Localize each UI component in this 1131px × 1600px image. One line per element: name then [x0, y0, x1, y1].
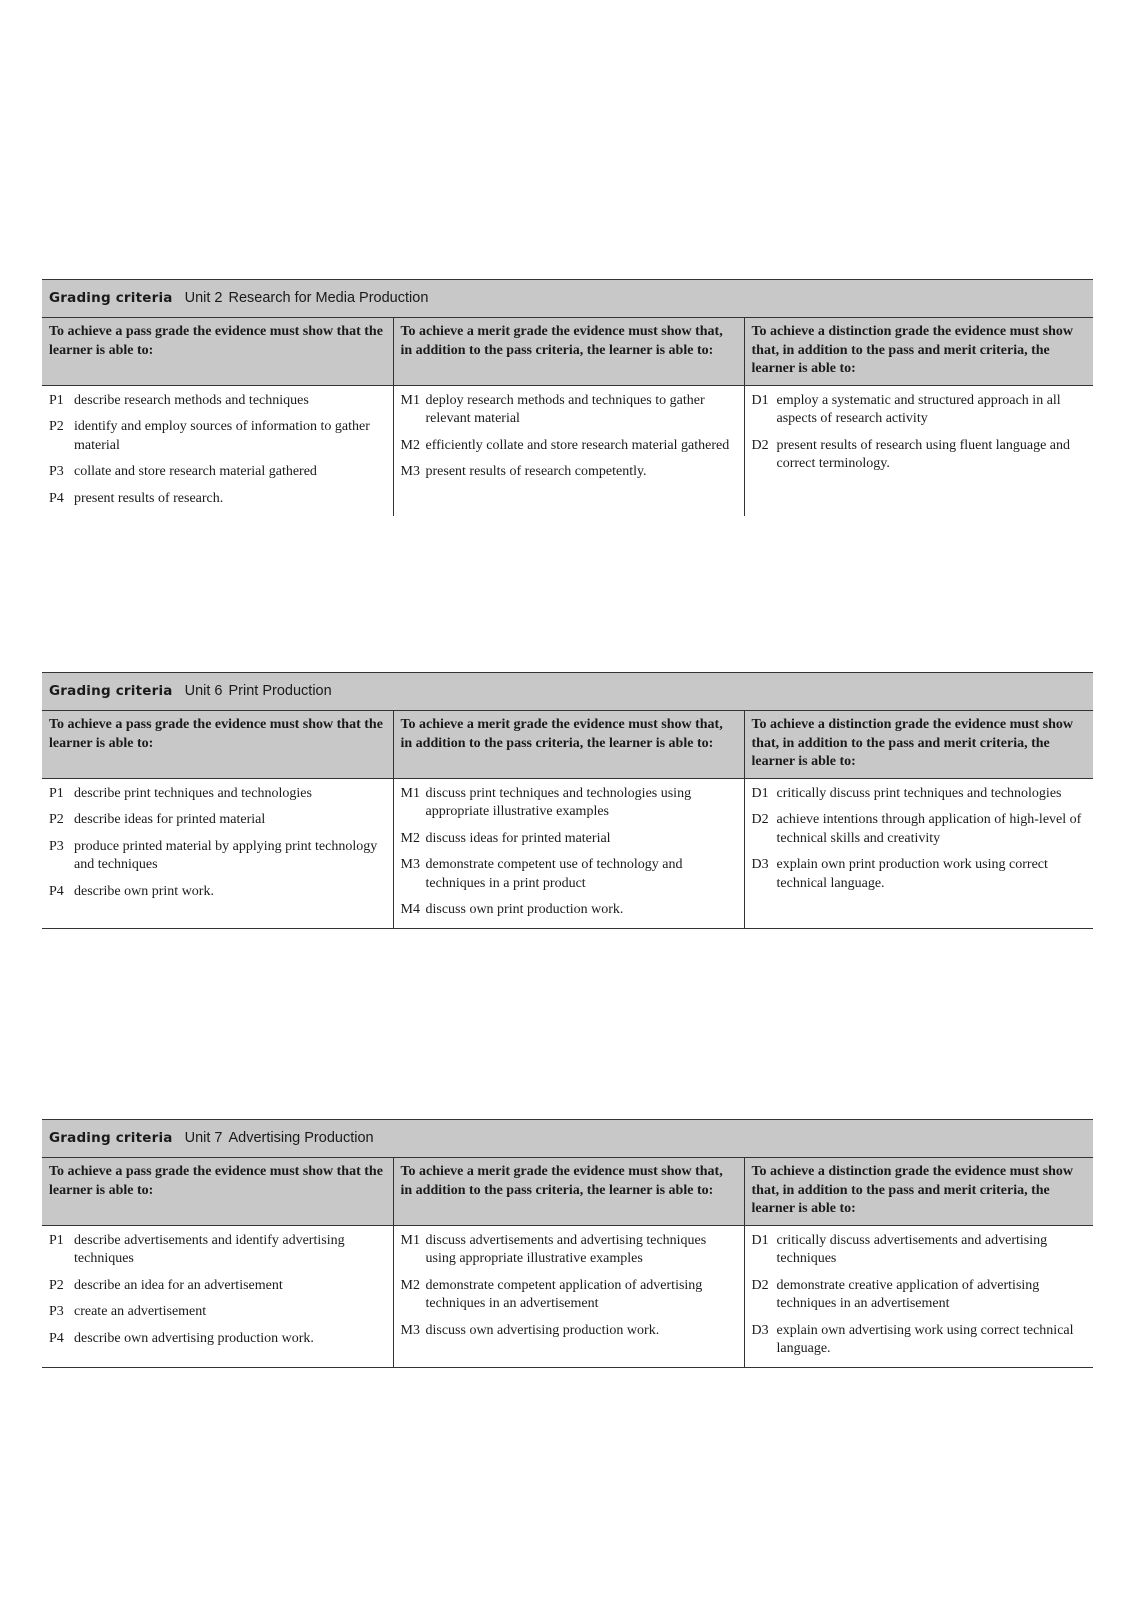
criterion-text: discuss ideas for printed material — [425, 830, 611, 846]
title-label: Grading criteria — [49, 683, 173, 699]
title-label: Grading criteria — [49, 290, 173, 306]
merit-header: To achieve a merit grade the evidence must show that, in addition to the pass criteria, the learner is able to: — [393, 318, 744, 386]
criterion-text: collate and store research material gathered — [74, 464, 317, 479]
criterion — [49, 490, 386, 509]
merit-header: To achieve a merit grade the evidence must show that, in addition to the pass criteria, the learner is able to: — [393, 711, 744, 779]
criterion-text: identify and employ sources of information to gather material — [74, 419, 370, 453]
criterion — [49, 463, 386, 482]
criterion-code: P2 — [49, 812, 64, 827]
criterion-code: M1 — [400, 1232, 420, 1248]
criterion — [752, 1277, 1087, 1314]
criterion — [49, 838, 386, 875]
criterion — [401, 856, 737, 893]
unit-number: Unit 2 — [184, 290, 223, 306]
criterion-text: discuss own print production work. — [425, 902, 624, 917]
pass-header: To achieve a pass grade the evidence must show that the learner is able to: — [42, 1158, 393, 1226]
criterion-text: describe an idea for an advertisement — [74, 1277, 283, 1293]
criterion-text: discuss print techniques and technologies using appropriate illustrative examples — [425, 785, 692, 819]
pass-criteria — [42, 778, 393, 928]
criterion-text: describe own print work. — [74, 883, 214, 899]
criterion-code: D2 — [751, 437, 769, 453]
criterion-text: describe print techniques and technologies — [74, 785, 312, 801]
merit-criteria — [393, 1225, 744, 1367]
criterion-code: P1 — [49, 785, 64, 801]
criterion-text: create an advertisement — [74, 1304, 207, 1319]
criterion-code: P2 — [49, 419, 64, 434]
table-title — [42, 1120, 1093, 1158]
criterion-text: describe research methods and techniques — [74, 392, 309, 408]
criterion-code: P4 — [49, 1330, 64, 1346]
criterion-text: critically discuss print techniques and technologies — [776, 785, 1062, 801]
criterion — [401, 1322, 737, 1341]
criterion — [49, 785, 386, 804]
unit-number: Unit 6 — [184, 683, 223, 699]
criterion-code: P1 — [49, 392, 64, 408]
criterion-code: P3 — [49, 464, 64, 479]
criterion — [49, 1232, 386, 1269]
criterion-text: present results of research. — [74, 490, 224, 506]
criterion — [401, 463, 737, 482]
distinction-header: To achieve a distinction grade the evidence must show that, in addition to the pass and merit criteria, the learner is able to: — [744, 1158, 1093, 1226]
criterion-code: D3 — [751, 857, 769, 872]
criterion-code: M4 — [400, 902, 420, 917]
criterion — [49, 392, 386, 411]
criterion-code: P4 — [49, 490, 64, 506]
criterion — [49, 1303, 386, 1322]
criterion-code: M3 — [400, 464, 420, 479]
criterion — [401, 830, 737, 849]
criterion — [752, 785, 1087, 804]
criterion-code: D3 — [751, 1322, 769, 1338]
criterion-code: P2 — [49, 1277, 64, 1293]
criterion-code: M2 — [400, 830, 420, 846]
criterion-code: M1 — [400, 392, 420, 408]
criterion-text: describe own advertising production work. — [74, 1330, 314, 1346]
unit-name: Advertising Production — [228, 1130, 374, 1146]
criterion-code: D1 — [751, 785, 769, 801]
pass-header: To achieve a pass grade the evidence must show that the learner is able to: — [42, 318, 393, 386]
criterion — [752, 1322, 1087, 1359]
criterion-code: P3 — [49, 838, 64, 854]
criterion-code: M1 — [400, 785, 420, 801]
criterion — [49, 1277, 386, 1296]
distinction-criteria — [744, 385, 1093, 516]
criterion-code: D1 — [751, 392, 769, 408]
criterion-text: discuss own advertising production work. — [425, 1322, 660, 1338]
pass-criteria — [42, 1225, 393, 1367]
criterion-code: P1 — [49, 1232, 64, 1248]
pass-header: To achieve a pass grade the evidence must show that the learner is able to: — [42, 711, 393, 779]
criterion — [401, 437, 737, 456]
merit-criteria — [393, 778, 744, 928]
distinction-header: To achieve a distinction grade the evidence must show that, in addition to the pass and merit criteria, the learner is able to: — [744, 711, 1093, 779]
criterion-text: explain own print production work using correct technical language. — [776, 857, 1048, 891]
criterion-text: present results of research competently. — [425, 464, 647, 479]
table-title — [42, 673, 1093, 711]
criterion-code: M2 — [400, 1277, 420, 1293]
criterion-text: discuss advertisements and advertising techniques using appropriate illustrative examples — [425, 1232, 707, 1266]
criterion-code: P3 — [49, 1304, 64, 1319]
criterion — [401, 901, 737, 920]
criterion-code: M3 — [400, 1322, 420, 1338]
criterion-text: describe advertisements and identify advertising techniques — [74, 1232, 345, 1266]
criterion — [49, 883, 386, 902]
criterion — [752, 811, 1087, 848]
criterion-text: critically discuss advertisements and advertising techniques — [776, 1232, 1048, 1266]
criterion-code: M2 — [400, 437, 420, 453]
criterion — [49, 811, 386, 830]
criterion — [49, 1330, 386, 1349]
criterion — [401, 392, 737, 429]
criterion-text: describe ideas for printed material — [74, 812, 266, 827]
unit-name: Print Production — [228, 683, 332, 699]
unit-number: Unit 7 — [184, 1130, 223, 1146]
criterion-code: D2 — [751, 812, 769, 827]
criterion — [49, 418, 386, 455]
criterion — [401, 1232, 737, 1269]
criterion — [752, 856, 1087, 893]
criterion-text: deploy research methods and techniques to gather relevant material — [425, 392, 705, 426]
criterion-text: employ a systematic and structured approach in all aspects of research activity — [776, 392, 1061, 426]
criterion-code: D2 — [751, 1277, 769, 1293]
criterion-text: present results of research using fluent language and correct terminology. — [776, 437, 1071, 471]
criterion-text: achieve intentions through application of high-level of technical skills and creativity — [776, 812, 1082, 846]
criterion — [401, 1277, 737, 1314]
grading-table-unit-2 — [42, 279, 1093, 516]
title-label: Grading criteria — [49, 1130, 173, 1146]
criterion — [752, 1232, 1087, 1269]
criterion — [401, 785, 737, 822]
criterion — [752, 392, 1087, 429]
criterion-text: produce printed material by applying print technology and techniques — [74, 838, 378, 872]
criterion-text: efficiently collate and store research material gathered — [425, 437, 730, 453]
criterion-text: demonstrate creative application of advertising techniques in an advertisement — [776, 1277, 1040, 1311]
distinction-criteria — [744, 778, 1093, 928]
grading-table-unit-7 — [42, 1119, 1093, 1368]
merit-header: To achieve a merit grade the evidence must show that, in addition to the pass criteria, the learner is able to: — [393, 1158, 744, 1226]
criterion-code: M3 — [400, 857, 420, 872]
distinction-header: To achieve a distinction grade the evidence must show that, in addition to the pass and merit criteria, the learner is able to: — [744, 318, 1093, 386]
table-title — [42, 280, 1093, 318]
pass-criteria — [42, 385, 393, 516]
unit-name: Research for Media Production — [228, 290, 429, 306]
criterion-code: D1 — [751, 1232, 769, 1248]
criterion-text: demonstrate competent application of advertising techniques in an advertisement — [425, 1277, 703, 1311]
distinction-criteria — [744, 1225, 1093, 1367]
merit-criteria — [393, 385, 744, 516]
criterion — [752, 437, 1087, 474]
criterion-code: P4 — [49, 883, 64, 899]
criterion-text: demonstrate competent use of technology and techniques in a print product — [425, 857, 683, 891]
criterion-text: explain own advertising work using correct technical language. — [776, 1322, 1074, 1356]
grading-table-unit-6 — [42, 672, 1093, 929]
